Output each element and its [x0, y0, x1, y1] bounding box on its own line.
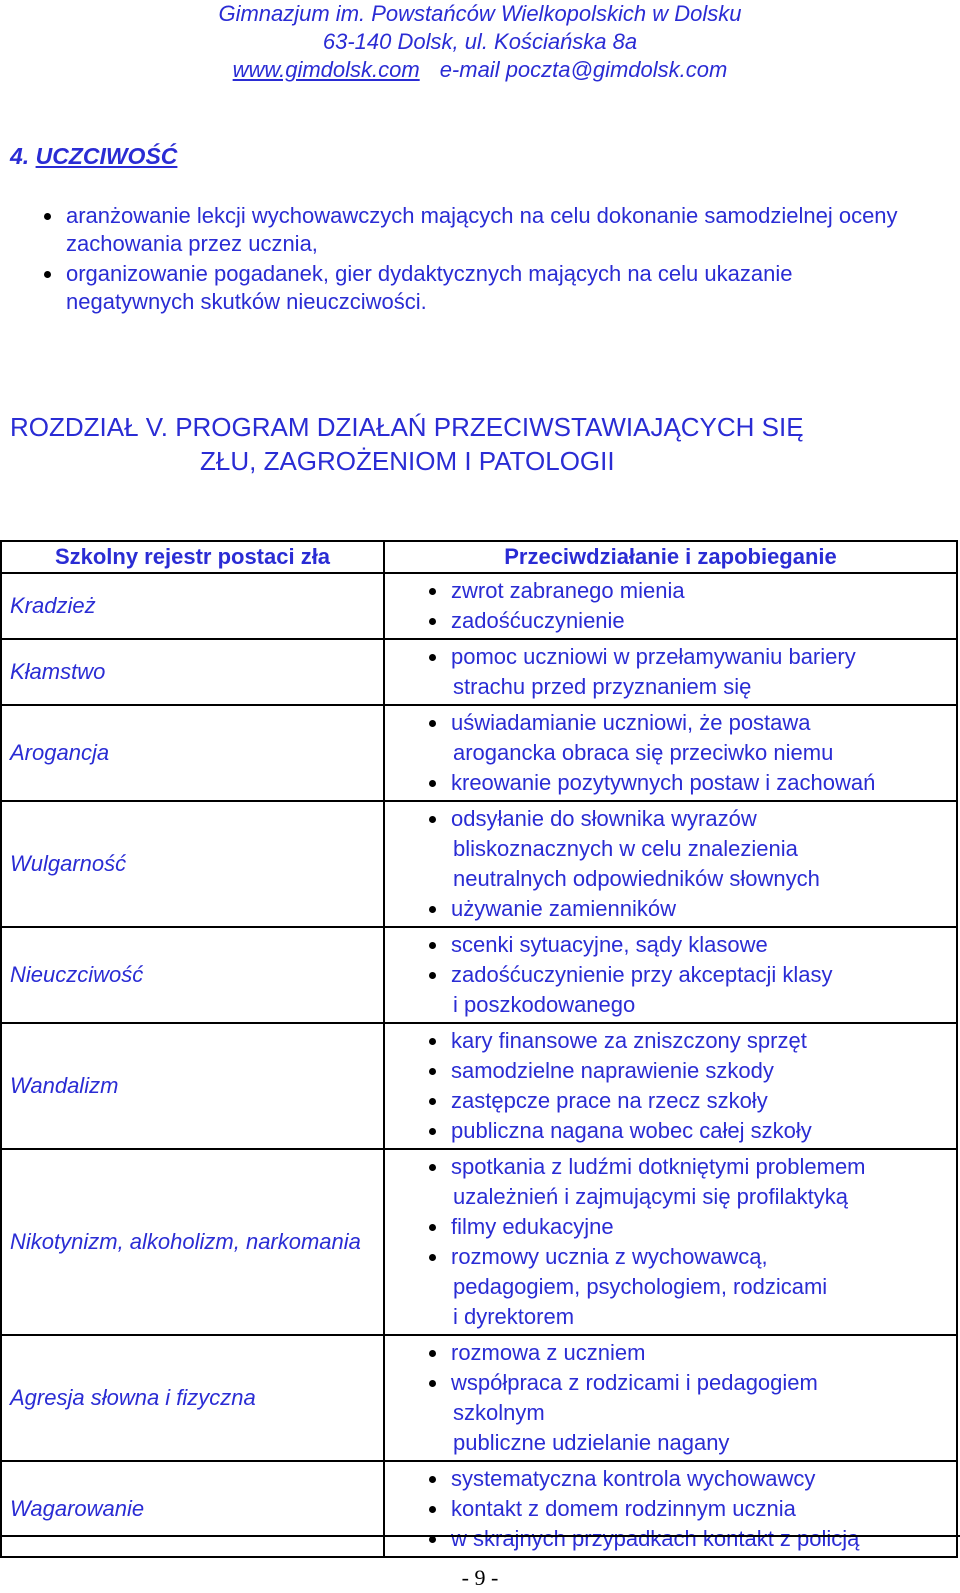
action-continuation: uzależnień i zajmującymi się profilaktyką: [453, 1184, 848, 1209]
table-row: [1, 801, 957, 927]
actions-list: [385, 1024, 956, 1148]
table-row: [1, 573, 957, 639]
action-item: współpraca z rodzicami i pedagogiem: [385, 1368, 956, 1398]
section-heading: UCZCIWOŚĆ: [35, 143, 178, 169]
evil-cell: Arogancja: [1, 705, 384, 801]
table-row: [1, 1461, 957, 1557]
actions-list: [385, 706, 956, 800]
evil-cell: Kradzież: [1, 573, 384, 639]
action-item: publiczna nagana wobec całej szkoły: [385, 1116, 956, 1146]
evil-cell: Nikotynizm, alkoholizm, narkomania: [1, 1149, 384, 1335]
action-continuation: i poszkodowanego: [453, 992, 636, 1017]
table-row: [1, 705, 957, 801]
action-item: kary finansowe za zniszczony sprzęt: [385, 1026, 956, 1056]
evil-cell: Agresja słowna i fizyczna: [1, 1335, 384, 1461]
actions-list: [385, 1150, 956, 1334]
evil-register-table: [0, 540, 958, 1558]
action-continuation: arogancka obraca się przeciwko niemu: [453, 740, 834, 765]
actions-cell: [384, 1461, 957, 1557]
actions-cell: [384, 1023, 957, 1149]
action-item: zwrot zabranego mienia: [385, 576, 956, 606]
action-item: zadośćuczynienie: [385, 606, 956, 636]
action-item: używanie zamienników: [385, 894, 956, 924]
action-item: kreowanie pozytywnych postaw i zachowań: [385, 768, 956, 798]
actions-cell: [384, 1335, 957, 1461]
table-row: [1, 1149, 957, 1335]
evil-cell: Nieuczciwość: [1, 927, 384, 1023]
contact-line: [0, 56, 960, 84]
action-item: spotkania z ludźmi dotkniętymi problemem: [385, 1152, 956, 1182]
evil-cell: Wulgarność: [1, 801, 384, 927]
action-item: zadośćuczynienie przy akceptacji klasy: [385, 960, 956, 990]
column-header-evil: Szkolny rejestr postaci zła: [1, 541, 384, 573]
action-item: kontakt z domem rodzinnym ucznia: [385, 1494, 956, 1524]
action-item: rozmowa z uczniem: [385, 1338, 956, 1368]
actions-list: [385, 1336, 956, 1460]
section-bullet: organizowanie pogadanek, gier dydaktycznych mających na celu ukazanie negatywnych skutków nieuczciwości.: [40, 260, 920, 316]
page-number: - 9 -: [461, 1565, 499, 1590]
school-header: [0, 0, 960, 84]
evil-cell: Wandalizm: [1, 1023, 384, 1149]
footer-divider: [0, 1535, 960, 1537]
action-item: systematyczna kontrola wychowawcy: [385, 1464, 956, 1494]
actions-list: [385, 802, 956, 926]
action-continuation: publiczne udzielanie nagany: [453, 1430, 730, 1455]
section-title: [10, 143, 177, 170]
table-body: [1, 573, 957, 1557]
actions-list: [385, 1462, 956, 1556]
evil-cell: Kłamstwo: [1, 639, 384, 705]
section-bullet: aranżowanie lekcji wychowawczych mających na celu dokonanie samodzielnej oceny zachowania przez ucznia,: [40, 202, 920, 258]
action-item: rozmowy ucznia z wychowawcą,: [385, 1242, 956, 1272]
actions-cell: [384, 1149, 957, 1335]
action-item: zastępcze prace na rzecz szkoły: [385, 1086, 956, 1116]
chapter-title: [10, 410, 950, 478]
action-item: samodzielne naprawienie szkody: [385, 1056, 956, 1086]
action-continuation: pedagogiem, psychologiem, rodzicami: [453, 1274, 828, 1299]
section-number: 4.: [10, 143, 30, 169]
actions-cell: [384, 639, 957, 705]
section-bullets: [40, 202, 920, 318]
action-continuation: strachu przed przyznaniem się: [453, 674, 752, 699]
chapter-title-line2: ZŁU, ZAGROŻENIOM I PATOLOGII: [200, 446, 615, 476]
action-continuation: bliskoznacznych w celu znalezienia: [453, 836, 798, 861]
table-row: [1, 639, 957, 705]
table-row: [1, 1023, 957, 1149]
email-text: e-mail poczta@gimdolsk.com: [439, 57, 728, 82]
chapter-title-line1: ROZDZIAŁ V. PROGRAM DZIAŁAŃ PRZECIWSTAWIAJĄCYCH SIĘ: [10, 412, 804, 442]
action-item: scenki sytuacyjne, sądy klasowe: [385, 930, 956, 960]
action-item: w skrajnych przypadkach kontakt z policją: [385, 1524, 956, 1554]
school-name: Gimnazjum im. Powstańców Wielkopolskich w Dolsku: [218, 1, 742, 26]
action-item: odsyłanie do słownika wyrazów: [385, 804, 956, 834]
action-continuation: neutralnych odpowiedników słownych: [453, 866, 820, 891]
table-row: [1, 927, 957, 1023]
column-header-actions: Przeciwdziałanie i zapobieganie: [384, 541, 957, 573]
evil-cell: Wagarowanie: [1, 1461, 384, 1557]
table-header-row: [1, 541, 957, 573]
actions-cell: [384, 927, 957, 1023]
school-address: 63-140 Dolsk, ul. Kościańska 8a: [322, 29, 638, 54]
action-item: uświadamianie uczniowi, że postawa: [385, 708, 956, 738]
actions-list: [385, 928, 956, 1022]
action-continuation: szkolnym: [453, 1400, 545, 1425]
action-item: filmy edukacyjne: [385, 1212, 956, 1242]
action-item: pomoc uczniowi w przełamywaniu bariery: [385, 642, 956, 672]
actions-list: [385, 640, 956, 704]
actions-cell: [384, 801, 957, 927]
actions-cell: [384, 705, 957, 801]
actions-list: [385, 574, 956, 638]
action-continuation: i dyrektorem: [453, 1304, 575, 1329]
website-link[interactable]: www.gimdolsk.com: [232, 57, 420, 82]
actions-cell: [384, 573, 957, 639]
table-row: [1, 1335, 957, 1461]
